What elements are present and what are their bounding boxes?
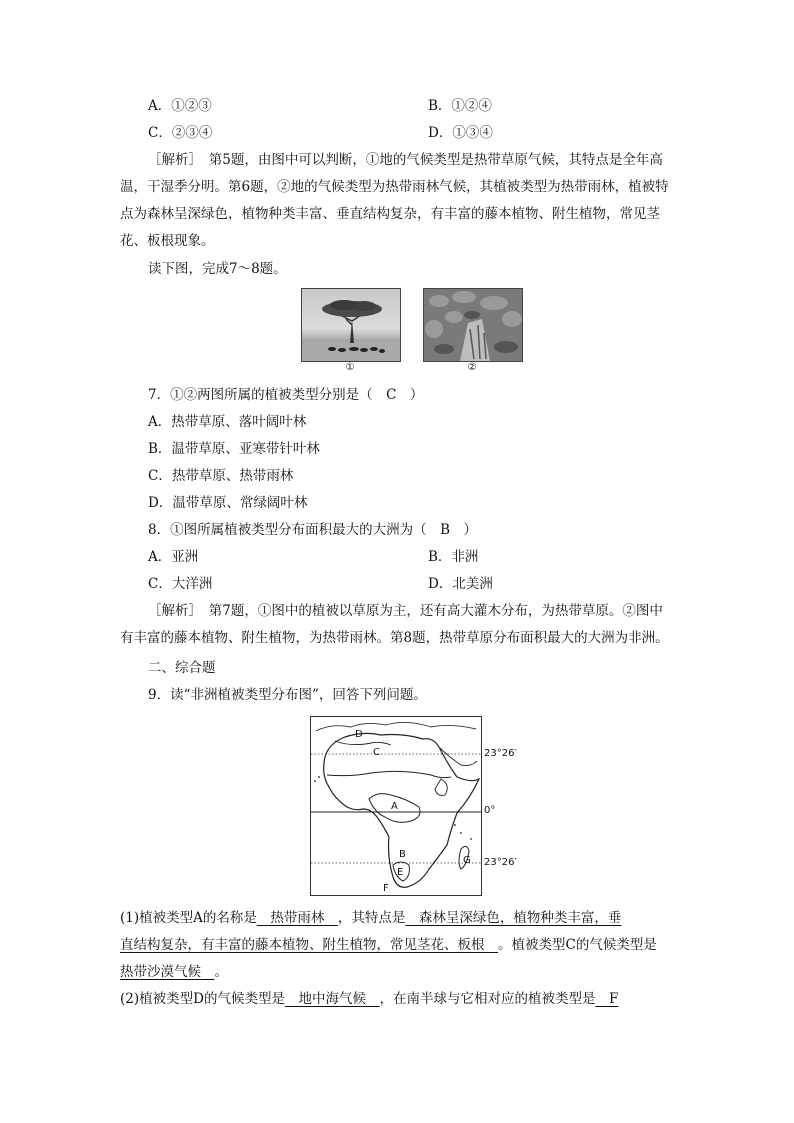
photo-1-caption: ① <box>345 362 355 373</box>
photo-2-caption: ② <box>467 362 477 373</box>
answer-features-a-1: 森林呈深绿色，植物种类丰富，垂 <box>405 910 622 926</box>
option-a: A．①②③ <box>148 98 212 114</box>
rainforest-photo <box>423 288 523 362</box>
option-c: C．②③④ <box>148 125 213 141</box>
question-9-part-2 <box>120 990 618 1008</box>
map-label-e: E <box>397 867 404 878</box>
option-d: D．①③④ <box>428 125 493 141</box>
map-label-c: C <box>373 747 380 758</box>
map-label-b: B <box>399 849 406 860</box>
q7-option-a: A．热带草原、落叶阔叶林 <box>148 414 307 430</box>
q9-2-prompt-2: ，在南半球与它相对应的植被类型是 <box>379 991 596 1007</box>
q8-option-b: B．非洲 <box>428 549 479 565</box>
savanna-illustration <box>302 289 400 361</box>
q8-option-c: C．大洋洲 <box>148 576 213 592</box>
answer-climate-c: 热带沙漠气候 <box>120 964 215 980</box>
instruction-text: 读下图，完成7～8题。 <box>148 261 287 277</box>
rainforest-illustration <box>424 289 522 361</box>
answer-vegetation-a: 热带雨林 <box>256 910 338 926</box>
savanna-photo <box>301 288 401 362</box>
map-label-g: G <box>463 855 471 866</box>
q7-option-b: B．温带草原、亚寒带针叶林 <box>148 441 320 457</box>
latitude-north-label: 23°26′ <box>484 748 517 759</box>
q9-2-prompt-1: (2)植被类型D的气候类型是 <box>120 991 285 1007</box>
question-9-stem: 9．读“非洲植被类型分布图”，回答下列问题。 <box>148 687 427 703</box>
question-7-stem: 7．①②两图所属的植被类型分别是（ C ） <box>148 387 424 403</box>
map-label-d: D <box>355 729 363 740</box>
q9-1-prompt-3: 。植被类型C的气候类型是 <box>498 937 657 953</box>
africa-vegetation-map <box>310 716 482 896</box>
latitude-south-label: 23°26′ <box>484 857 517 868</box>
question-9-part-1 <box>120 905 676 986</box>
section-heading: 二、综合题 <box>148 660 216 676</box>
map-label-a: A <box>391 801 398 812</box>
analysis-paragraph: ［解析］ 第5题，由图中可以判断，①地的气候类型是热带草原气候，其特点是全年高温，干湿季分明。第6题，②地的气候类型为热带雨林气候，其植被类型为热带雨林，植被特点为森林呈深绿色，植物种类丰富、垂直结构复杂，有丰富的藤本植物、附生植物，常见茎花、板根现象。 <box>120 152 669 249</box>
analysis-paragraph-2: ［解析］ 第7题，①图中的植被以草原为主，还有高大灌木分布，为热带草原。②图中有丰富的藤本植物、附生植物，为热带雨林。第8题，热带草原分布面积最大的大洲为非洲。 <box>120 603 669 646</box>
q9-1-prompt-1: (1)植被类型A的名称是 <box>120 910 257 926</box>
answer-south-counterpart: F <box>595 991 619 1007</box>
q9-1-prompt-2: ，其特点是 <box>337 910 406 926</box>
q9-1-prompt-4: 。 <box>214 964 228 980</box>
equator-label: 0° <box>484 805 496 816</box>
answer-climate-d: 地中海气候 <box>284 991 380 1007</box>
q8-option-a: A．亚洲 <box>148 549 199 565</box>
answer-features-a-2: 直结构复杂，有丰富的藤本植物、附生植物，常见茎花、板根 <box>120 937 498 953</box>
question-8-stem: 8．①图所属植被类型分布面积最大的大洲为（ B ） <box>148 522 478 538</box>
map-label-f: F <box>383 883 389 894</box>
option-b: B．①②④ <box>428 98 492 114</box>
q7-option-c: C．热带草原、热带雨林 <box>148 468 294 484</box>
q8-option-d: D．北美洲 <box>428 576 493 592</box>
q7-option-d: D．温带草原、常绿阔叶林 <box>148 495 308 511</box>
